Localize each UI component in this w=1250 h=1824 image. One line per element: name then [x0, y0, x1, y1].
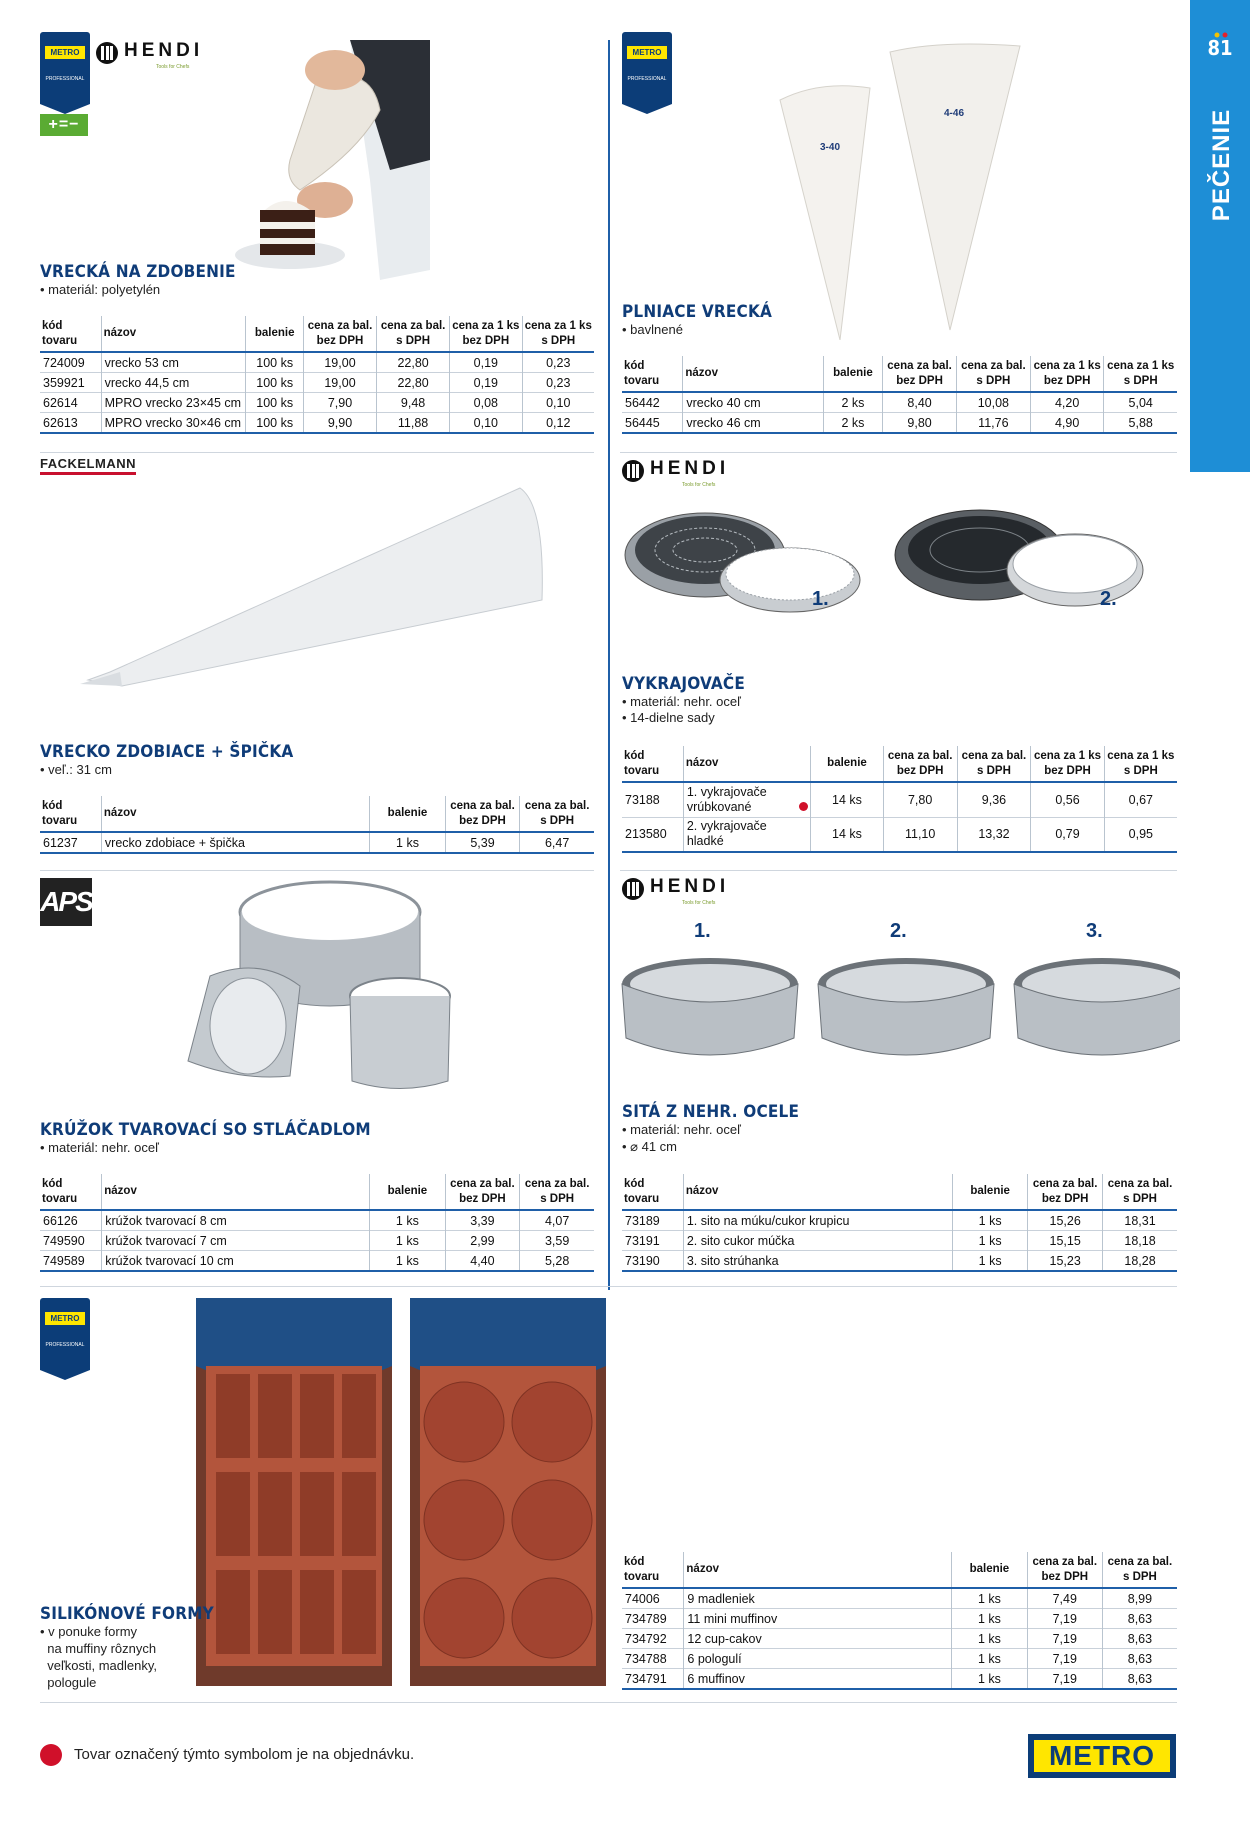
table-row: 73189 1. sito na múku/cukor krupicu 1 ks 15,26 18,31 — [622, 1210, 1177, 1231]
table-row: 61237 vrecko zdobiace + špička 1 ks 5,39 6,47 — [40, 832, 594, 853]
section-title: PLNIACE VRECKÁ — [622, 302, 773, 322]
section-bullet: • bavlnené — [622, 322, 683, 337]
table-row: 74006 9 madleniek 1 ks 7,49 8,99 — [622, 1588, 1177, 1609]
order-only-dot-icon — [40, 1744, 62, 1766]
table-row: 56445 vrecko 46 cm 2 ks 9,80 11,76 4,90 5,88 — [622, 413, 1177, 434]
section-title: SILIKÓNOVÉ FORMY — [40, 1604, 214, 1624]
section-bullet: • materiál: polyetylén — [40, 282, 161, 297]
page-number: 81 — [1207, 36, 1233, 60]
table-row: 73188 1. vykrajovače vrúbkované 14 ks 7,80 9,36 0,56 0,67 — [622, 782, 1177, 817]
bag-label: 3-40 — [820, 142, 841, 153]
column-divider — [608, 40, 610, 1290]
footer-divider — [40, 1702, 1177, 1703]
hendi-logo: HENDI Tools for Chefs — [622, 876, 732, 906]
piping-bag-tip-photo — [80, 480, 550, 710]
variant-number: 1. — [812, 588, 829, 610]
section-divider — [620, 452, 1177, 453]
cotton-bags-photo — [770, 40, 1030, 340]
section-divider — [620, 870, 1177, 871]
table-row: 56442 vrecko 40 cm 2 ks 8,40 10,08 4,20 5,04 — [622, 392, 1177, 413]
greenbox-logo: +=− — [40, 114, 88, 136]
section-title: SITÁ Z NEHR. OCELE — [622, 1102, 800, 1122]
section-bullet: na muffiny rôznych — [40, 1641, 157, 1656]
side-tab — [1190, 0, 1250, 472]
section-title: VYKRAJOVAČE — [622, 674, 746, 694]
price-table-vykrajovace: kód tovaru názov balenie cena za bal. bez DPH cena za bal. s DPH cena za 1 ks bez DPH cena za 1 ks s DPH 73188 1. vykrajovače vrúbkované 14 ks 7,80 9,36 0,56 0,67 213580 2. vykrajovače hladké 14 ks 11,10 13,32 0,79 0,95 — [622, 746, 1177, 853]
shaping-rings-photo — [180, 876, 470, 1100]
table-row: 66126 krúžok tvarovací 8 cm 1 ks 3,39 4,07 — [40, 1210, 594, 1231]
hendi-logo: HENDI Tools for Chefs — [622, 458, 732, 488]
section-divider — [40, 452, 594, 453]
cutter-set-photo — [620, 500, 1180, 650]
bag-label: 4-46 — [944, 108, 965, 119]
table-row: 724009 vrecko 53 cm 100 ks 19,00 22,80 0,19 0,23 — [40, 352, 594, 373]
table-row: 359921 vrecko 44,5 cm 100 ks 19,00 22,80 0,19 0,23 — [40, 373, 594, 393]
table-row: 62613 MPRO vrecko 30×46 cm 100 ks 9,90 11,88 0,10 0,12 — [40, 413, 594, 434]
section-divider — [40, 1286, 1177, 1287]
variant-number: 2. — [890, 920, 907, 942]
table-row: 213580 2. vykrajovače hladké 14 ks 11,10 13,32 0,79 0,95 — [622, 817, 1177, 852]
price-table-kruzok: kód tovaru názov balenie cena za bal. bez DPH cena za bal. s DPH 66126 krúžok tvarovací 8 cm 1 ks 3,39 4,07 749590 krúžok tvarovací 7 cm 1 ks 2,99 3,59 749589 krúžok tvarovací 10 cm 1 ks 4,40 5,28 — [40, 1174, 594, 1272]
table-row: 734789 11 mini muffinov 1 ks 7,19 8,63 — [622, 1609, 1177, 1629]
price-table-silikon: kód tovaru názov balenie cena za bal. bez DPH cena za bal. s DPH 74006 9 madleniek 1 ks 7,49 8,99 734789 11 mini muffinov 1 ks 7,19 8,63 734792 12 cup-cakov 1 ks 7,19 8,63 734788 6 pologulí 1 ks 7,19 8,63 734791 6 muffinov 1 ks 7,19 8,63 — [622, 1552, 1177, 1690]
aps-logo: APS — [40, 878, 92, 926]
section-title: VRECKÁ NA ZDOBENIE — [40, 262, 236, 282]
metro-professional-logo: METRO PROFESSIONAL — [622, 32, 672, 104]
silicone-molds-photo — [194, 1296, 610, 1690]
color-dots-icon — [1214, 26, 1228, 34]
section-bullet: • materiál: nehr. oceľ — [622, 694, 741, 709]
table-row: 73190 3. sito strúhanka 1 ks 15,23 18,28 — [622, 1251, 1177, 1272]
legend-text: Tovar označený týmto symbolom je na objednávku. — [74, 1746, 415, 1763]
metro-professional-logo: METRO PROFESSIONAL — [40, 32, 90, 104]
fackelmann-logo: FACKELMANN — [40, 456, 136, 475]
variant-number: 3. — [1086, 920, 1103, 942]
section-bullet: • veľ.: 31 cm — [40, 762, 112, 777]
hendi-logo: HENDI Tools for Chefs — [96, 40, 206, 70]
metro-footer-logo: METRO — [1028, 1734, 1176, 1778]
variant-number: 1. — [694, 920, 711, 942]
piping-photo — [230, 40, 430, 295]
table-row: 734792 12 cup-cakov 1 ks 7,19 8,63 — [622, 1629, 1177, 1649]
section-bullet: • materiál: nehr. oceľ — [40, 1140, 159, 1155]
order-only-dot-icon — [799, 802, 808, 811]
section-bullet: • 14-dielne sady — [622, 710, 715, 725]
table-row: 749589 krúžok tvarovací 10 cm 1 ks 4,40 5,28 — [40, 1251, 594, 1272]
price-table-zdobiace: kód tovaru názov balenie cena za bal. bez DPH cena za bal. s DPH 61237 vrecko zdobiace + špička 1 ks 5,39 6,47 — [40, 796, 594, 854]
metro-professional-logo: METRO PROFESSIONAL — [40, 1298, 90, 1370]
section-title: KRÚŽOK TVAROVACÍ SO STLÁČADLOM — [40, 1120, 371, 1140]
section-bullet: • v ponuke formy — [40, 1624, 138, 1639]
table-row: 62614 MPRO vrecko 23×45 cm 100 ks 7,90 9,48 0,08 0,10 — [40, 393, 594, 413]
table-row: 749590 krúžok tvarovací 7 cm 1 ks 2,99 3,59 — [40, 1231, 594, 1251]
table-row: 734791 6 muffinov 1 ks 7,19 8,63 — [622, 1669, 1177, 1690]
price-table-plniace: kód tovaru názov balenie cena za bal. bez DPH cena za bal. s DPH cena za 1 ks bez DPH cena za 1 ks s DPH 56442 vrecko 40 cm 2 ks 8,40 10,08 4,20 5,04 56445 vrecko 46 cm 2 ks 9,80 11,76 4,90 5,88 — [622, 356, 1177, 434]
section-bullet: veľkosti, madlenky, — [40, 1658, 157, 1673]
section-bullet: • materiál: nehr. oceľ — [622, 1122, 741, 1137]
price-table-vrecka: kód tovaru názov balenie cena za bal. bez DPH cena za bal. s DPH cena za 1 ks bez DPH cena za 1 ks s DPH 724009 vrecko 53 cm 100 ks 19,00 22,80 0,19 0,23 359921 vrecko 44,5 cm 100 ks 19,00 22,80 0,19 0,23 62614 MPRO vrecko 23×45 cm 100 ks 7,90 9,48 0,08 0,10 62613 MPRO vrecko 30×46 cm 100 ks 9,90 11,88 0,10 0,12 — [40, 316, 594, 434]
table-row: 73191 2. sito cukor múčka 1 ks 15,15 18,18 — [622, 1231, 1177, 1251]
section-title: VRECKO ZDOBIACE + ŠPIČKA — [40, 742, 294, 762]
variant-number: 2. — [1100, 588, 1117, 610]
price-table-sita: kód tovaru názov balenie cena za bal. bez DPH cena za bal. s DPH 73189 1. sito na múku/cukor krupicu 1 ks 15,26 18,31 73191 2. sito cukor múčka 1 ks 15,15 18,18 73190 3. sito strúhanka 1 ks 15,23 18,28 — [622, 1174, 1177, 1272]
sieves-photo — [620, 948, 1180, 1072]
section-bullet: • ⌀ 41 cm — [622, 1139, 678, 1154]
section-bullet: pologule — [40, 1675, 97, 1690]
category-label: PEČENIE — [1208, 108, 1235, 222]
table-row: 734788 6 pologulí 1 ks 7,19 8,63 — [622, 1649, 1177, 1669]
section-divider — [40, 870, 594, 871]
